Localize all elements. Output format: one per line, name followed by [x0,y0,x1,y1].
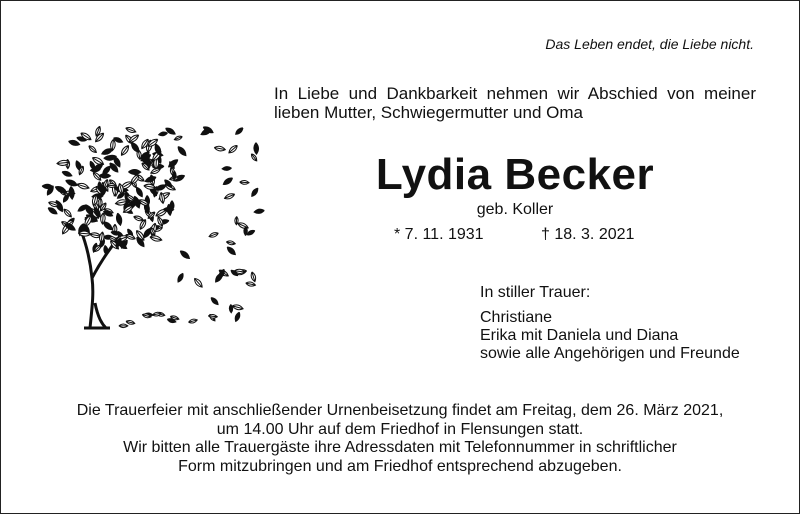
intro-text [274,84,756,122]
mourner-line: sowie alle Angehörigen und Freunde [480,345,740,362]
mourner-line: Christiane [480,309,553,326]
death-date: † 18. 3. 2021 [541,226,635,243]
mourners-heading: In stiller Trauer: [480,284,591,301]
intro-line-2: lieben Mutter, Schwiegermutter und Oma [274,103,583,122]
notice-line: Form mitzubringen und am Friedhof entsprechend abzugeben. [178,457,622,475]
mourners-block [480,284,740,363]
motto: Das Leben endet, die Liebe nicht. [545,36,754,52]
notice-line: um 14.00 Uhr auf dem Friedhof in Flensungen statt. [216,420,584,438]
notice-line: Die Trauerfeier mit anschließender Urnenbeisetzung findet am Freitag, dem 26. März 2021, [76,402,724,419]
deceased-name: Lydia Becker [375,150,655,199]
notice-line: Wir bitten alle Trauergäste ihre Adressdaten mit Telefonnummer in schriftlicher [123,439,677,456]
funeral-notice [40,402,760,476]
birth-name: geb. Koller [476,201,554,218]
intro-line-1: In Liebe und Dankbarkeit nehmen wir Abschied von meiner [274,84,756,103]
mourner-line: Erika mit Daniela und Diana [480,327,679,344]
tree-with-falling-leaves-icon [40,118,270,333]
birth-date: * 7. 11. 1931 [394,226,484,243]
